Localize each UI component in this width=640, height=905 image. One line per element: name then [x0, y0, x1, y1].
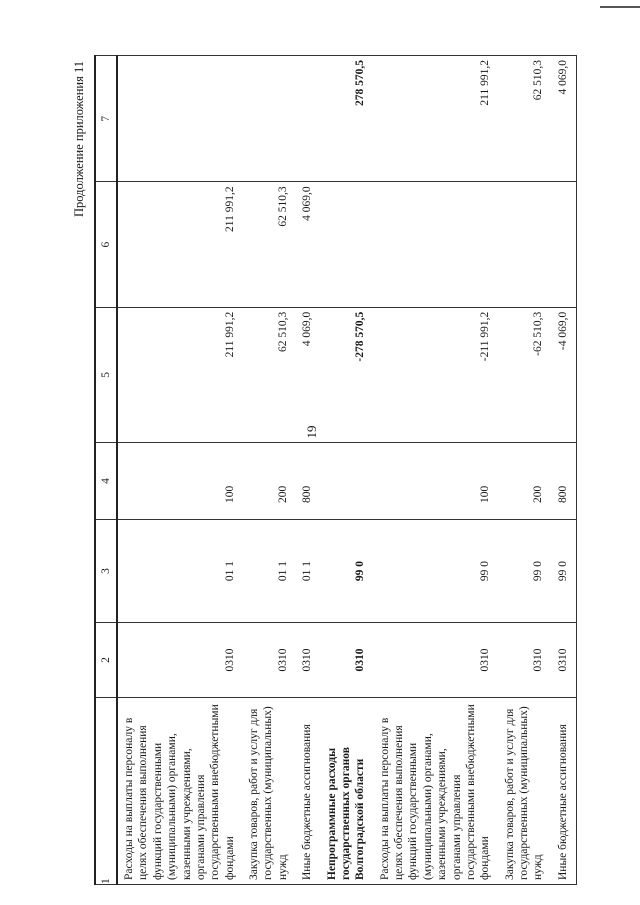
row-csr: 01 1 — [243, 520, 296, 623]
row-col5: 211 991,2 — [117, 307, 243, 442]
table-row — [374, 56, 499, 885]
continuation-label: Продолжение приложения 11 — [72, 61, 86, 218]
row-vr: 200 — [243, 443, 296, 520]
row-vr: 800 — [296, 443, 320, 520]
table-row — [117, 56, 243, 885]
row-col7 — [117, 56, 243, 182]
row-col6 — [499, 182, 552, 307]
header-col-3: 3 — [95, 520, 117, 623]
row-col7: 62 510,3 — [499, 56, 552, 182]
row-csr: 01 1 — [296, 520, 320, 623]
table-row — [296, 56, 320, 885]
row-col6: 211 991,2 — [117, 182, 243, 307]
row-col6: 4 069,0 — [296, 182, 320, 307]
header-row — [95, 56, 117, 885]
row-col5: 62 510,3 — [243, 307, 296, 442]
row-vr: 100 — [117, 443, 243, 520]
row-vr: 200 — [499, 443, 552, 520]
row-col7 — [243, 56, 296, 182]
row-section: 0310 — [117, 623, 243, 698]
row-name: Расходы на выплаты персоналу в целях обеспечения выполнения функций государственными (муниципальными) органами, казенными учреждениями, органами управления государственными внебюджетными фондами — [117, 698, 243, 885]
header-col-7: 7 — [95, 56, 117, 182]
table-row — [321, 56, 374, 885]
row-col7: 4 069,0 — [552, 56, 577, 182]
row-vr: 800 — [552, 443, 577, 520]
row-section: 0310 — [552, 623, 577, 698]
row-vr: 100 — [374, 443, 499, 520]
row-csr: 99 0 — [374, 520, 499, 623]
table-row — [499, 56, 552, 885]
header-col-5: 5 — [95, 307, 117, 442]
row-section: 0310 — [499, 623, 552, 698]
row-name: Закупка товаров, работ и услуг для государственных (муниципальных) нужд — [499, 698, 552, 885]
header-col-1: 1 — [95, 698, 117, 885]
row-vr — [321, 443, 374, 520]
row-col5: -62 510,3 — [499, 307, 552, 442]
row-col6 — [321, 182, 374, 307]
row-section: 0310 — [321, 623, 374, 698]
row-col5: -4 069,0 — [552, 307, 577, 442]
row-csr: 99 0 — [321, 520, 374, 623]
row-name: Закупка товаров, работ и услуг для государственных (муниципальных) нужд — [243, 698, 296, 885]
row-col5: 4 069,0 — [296, 307, 320, 442]
budget-table — [94, 55, 577, 885]
page-number: 19 — [304, 425, 319, 439]
row-col6 — [374, 182, 499, 307]
table-row — [552, 56, 577, 885]
row-col7: 211 991,2 — [374, 56, 499, 182]
row-name: Непрограммные расходы государственных органов Волгоградской области — [321, 698, 374, 885]
header-col-2: 2 — [95, 623, 117, 698]
row-col5: -211 991,2 — [374, 307, 499, 442]
row-csr: 99 0 — [552, 520, 577, 623]
row-csr: 99 0 — [499, 520, 552, 623]
corner-mark — [600, 6, 640, 8]
header-col-6: 6 — [95, 182, 117, 307]
row-section: 0310 — [243, 623, 296, 698]
row-section: 0310 — [374, 623, 499, 698]
row-col7: 278 570,5 — [321, 56, 374, 182]
table-row — [243, 56, 296, 885]
row-col5: -278 570,5 — [321, 307, 374, 442]
row-col6: 62 510,3 — [243, 182, 296, 307]
row-name: Иные бюджетные ассигнования — [552, 698, 577, 885]
table-body — [117, 56, 577, 885]
header-col-4: 4 — [95, 443, 117, 520]
rotated-sheet — [72, 55, 569, 885]
row-col6 — [552, 182, 577, 307]
row-name: Иные бюджетные ассигнования — [296, 698, 320, 885]
row-section: 0310 — [296, 623, 320, 698]
row-csr: 01 1 — [117, 520, 243, 623]
row-col7 — [296, 56, 320, 182]
row-name: Расходы на выплаты персоналу в целях обеспечения выполнения функций государственными (муниципальными) органами, казенными учреждениями, органами управления государственными внебюджетными фондами — [374, 698, 499, 885]
